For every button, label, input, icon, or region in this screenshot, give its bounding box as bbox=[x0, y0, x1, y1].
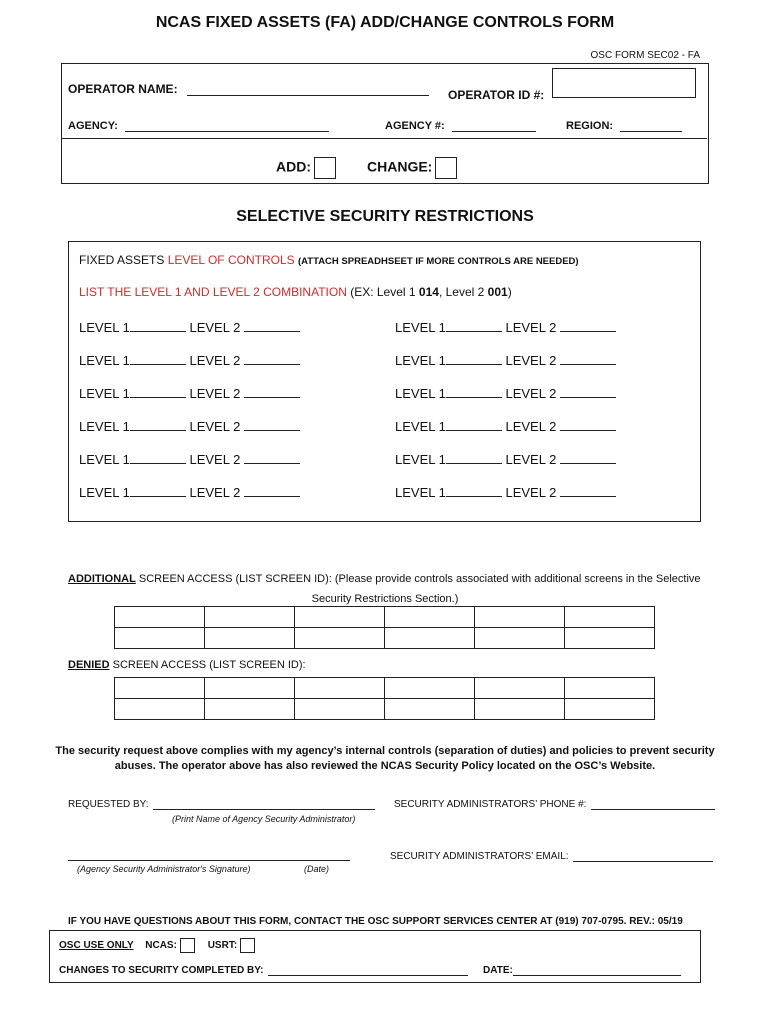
level2-field[interactable] bbox=[244, 451, 300, 464]
phone-label: SECURITY ADMINISTRATORS’ PHONE #: bbox=[394, 799, 587, 810]
level2-label: LEVEL 2 bbox=[189, 386, 241, 401]
level2-label: LEVEL 2 bbox=[189, 419, 241, 434]
requested-by-row bbox=[68, 799, 375, 810]
level-combination-entry bbox=[395, 352, 616, 368]
example-prefix: (EX: Level 1 bbox=[346, 285, 419, 299]
screen-id-cell[interactable] bbox=[115, 678, 205, 699]
date-caption: (Date) bbox=[304, 864, 330, 874]
level2-field[interactable] bbox=[244, 418, 300, 431]
change-checkbox[interactable] bbox=[435, 157, 457, 179]
signature-caption: (Agency Security Administrator's Signature) bbox=[77, 864, 251, 874]
level2-field[interactable] bbox=[560, 385, 616, 398]
level2-label: LEVEL 2 bbox=[505, 353, 557, 368]
screen-id-cell[interactable] bbox=[475, 678, 565, 699]
screen-id-cell[interactable] bbox=[205, 699, 295, 720]
level1-field[interactable] bbox=[130, 385, 186, 398]
divider bbox=[62, 138, 707, 139]
level2-label: LEVEL 2 bbox=[505, 386, 557, 401]
level2-label: LEVEL 2 bbox=[505, 485, 557, 500]
change-label: CHANGE: bbox=[367, 158, 433, 175]
screen-id-cell[interactable] bbox=[475, 607, 565, 628]
changes-completed-field[interactable] bbox=[268, 965, 468, 976]
osc-use-row bbox=[59, 938, 255, 953]
additional-access-line1 bbox=[68, 573, 701, 585]
level-combination-entry bbox=[395, 385, 616, 401]
level-combination-entry bbox=[79, 319, 300, 335]
table-row bbox=[115, 628, 655, 649]
screen-id-cell[interactable] bbox=[205, 628, 295, 649]
level1-field[interactable] bbox=[130, 484, 186, 497]
agency-row bbox=[68, 119, 329, 132]
additional-label-rest: SCREEN ACCESS (LIST SCREEN ID): (Please provide controls associated with additional screens in the Selective bbox=[135, 573, 701, 585]
level1-field[interactable] bbox=[446, 352, 502, 365]
osc-use-box bbox=[49, 930, 701, 983]
add-label: ADD: bbox=[276, 158, 311, 175]
level1-field[interactable] bbox=[446, 319, 502, 332]
screen-id-cell[interactable] bbox=[385, 699, 475, 720]
region-field[interactable] bbox=[620, 119, 682, 132]
usrt-checkbox[interactable] bbox=[240, 938, 255, 953]
denied-access-line bbox=[68, 659, 306, 671]
screen-id-cell[interactable] bbox=[115, 699, 205, 720]
example-suffix: ) bbox=[507, 285, 512, 299]
denied-access-table bbox=[114, 677, 655, 720]
example-mid: , Level 2 bbox=[438, 285, 488, 299]
screen-id-cell[interactable] bbox=[295, 607, 385, 628]
denied-label-rest: SCREEN ACCESS (LIST SCREEN ID): bbox=[109, 659, 306, 671]
fa-attach-note: (ATTACH SPREADHSEET IF MORE CONTROLS ARE NEEDED) bbox=[297, 256, 579, 267]
level2-label: LEVEL 2 bbox=[189, 320, 241, 335]
level2-label: LEVEL 2 bbox=[189, 485, 241, 500]
denied-label-strong: DENIED bbox=[68, 659, 110, 671]
fa-level-of-controls: LEVEL OF CONTROLS bbox=[167, 253, 295, 267]
screen-id-cell[interactable] bbox=[565, 628, 655, 649]
operator-id-field[interactable] bbox=[552, 68, 696, 98]
requested-by-label: REQUESTED BY: bbox=[68, 799, 149, 810]
level2-field[interactable] bbox=[560, 484, 616, 497]
email-field[interactable] bbox=[573, 851, 713, 862]
level-combination-entry bbox=[395, 418, 616, 434]
example-level2: 001 bbox=[487, 285, 508, 299]
region-label: REGION: bbox=[566, 120, 614, 132]
date-label: DATE: bbox=[483, 965, 513, 976]
list-instruction-line bbox=[79, 285, 512, 299]
list-instruction: LIST THE LEVEL 1 AND LEVEL 2 COMBINATION bbox=[79, 285, 347, 299]
email-label: SECURITY ADMINISTRATORS’ EMAIL: bbox=[390, 851, 569, 862]
fa-controls-line bbox=[79, 253, 579, 267]
example-level1: 014 bbox=[418, 285, 439, 299]
level2-field[interactable] bbox=[244, 352, 300, 365]
region-row bbox=[566, 119, 682, 132]
operator-name-label: OPERATOR NAME: bbox=[68, 82, 178, 96]
signature-line[interactable] bbox=[68, 860, 350, 861]
print-name-caption: (Print Name of Agency Security Administrator) bbox=[172, 814, 356, 824]
screen-id-cell[interactable] bbox=[295, 699, 385, 720]
operator-name-row bbox=[68, 82, 429, 96]
level-combination-entry bbox=[79, 352, 300, 368]
screen-id-cell[interactable] bbox=[385, 628, 475, 649]
level1-label: LEVEL 1 bbox=[395, 452, 446, 467]
changes-completed-label: CHANGES TO SECURITY COMPLETED BY: bbox=[59, 965, 264, 976]
screen-id-cell[interactable] bbox=[115, 607, 205, 628]
level2-field[interactable] bbox=[244, 385, 300, 398]
agency-label: AGENCY: bbox=[68, 120, 118, 132]
level1-label: LEVEL 1 bbox=[395, 386, 446, 401]
screen-id-cell[interactable] bbox=[565, 699, 655, 720]
level-combination-entry bbox=[395, 484, 616, 500]
level1-label: LEVEL 1 bbox=[79, 320, 130, 335]
ncas-label: NCAS: bbox=[145, 940, 177, 952]
level1-label: LEVEL 1 bbox=[79, 485, 130, 500]
level1-field[interactable] bbox=[446, 484, 502, 497]
level-combination-entry bbox=[79, 451, 300, 467]
screen-id-cell[interactable] bbox=[385, 678, 475, 699]
level1-field[interactable] bbox=[130, 418, 186, 431]
level2-label: LEVEL 2 bbox=[189, 452, 241, 467]
table-row bbox=[115, 607, 655, 628]
screen-id-cell[interactable] bbox=[475, 699, 565, 720]
agency-number-row bbox=[385, 119, 536, 132]
level2-label: LEVEL 2 bbox=[505, 419, 557, 434]
operator-id-label: OPERATOR ID #: bbox=[448, 88, 545, 102]
form-number: OSC FORM SEC02 - FA bbox=[590, 50, 700, 61]
level2-field[interactable] bbox=[560, 352, 616, 365]
agency-number-label: AGENCY #: bbox=[385, 120, 445, 132]
add-checkbox[interactable] bbox=[314, 157, 336, 179]
requested-by-field[interactable] bbox=[153, 799, 375, 810]
changes-completed-row bbox=[59, 965, 681, 976]
screen-id-cell[interactable] bbox=[115, 628, 205, 649]
date-field[interactable] bbox=[513, 965, 681, 976]
screen-id-cell[interactable] bbox=[475, 628, 565, 649]
screen-id-cell[interactable] bbox=[295, 678, 385, 699]
add-row bbox=[276, 157, 336, 179]
change-row bbox=[367, 157, 457, 179]
level2-field[interactable] bbox=[244, 319, 300, 332]
level1-field[interactable] bbox=[446, 385, 502, 398]
level2-field[interactable] bbox=[560, 451, 616, 464]
restrictions-heading: SELECTIVE SECURITY RESTRICTIONS bbox=[236, 208, 534, 225]
level1-label: LEVEL 1 bbox=[79, 419, 130, 434]
level1-field[interactable] bbox=[446, 451, 502, 464]
level1-field[interactable] bbox=[130, 451, 186, 464]
level2-label: LEVEL 2 bbox=[189, 353, 241, 368]
operator-info-box bbox=[61, 63, 709, 184]
level1-field[interactable] bbox=[446, 418, 502, 431]
level2-field[interactable] bbox=[244, 484, 300, 497]
screen-id-cell[interactable] bbox=[295, 628, 385, 649]
email-row bbox=[390, 851, 713, 862]
level-combination-entry bbox=[79, 385, 300, 401]
screen-id-cell[interactable] bbox=[385, 607, 475, 628]
level1-field[interactable] bbox=[130, 352, 186, 365]
operator-name-field[interactable] bbox=[187, 83, 429, 96]
additional-label-strong: ADDITIONAL bbox=[68, 573, 136, 585]
level-combination-entry bbox=[79, 484, 300, 500]
level-combination-entry bbox=[395, 451, 616, 467]
level1-label: LEVEL 1 bbox=[79, 452, 130, 467]
level-combination-entry bbox=[395, 319, 616, 335]
phone-row bbox=[394, 799, 715, 810]
level1-label: LEVEL 1 bbox=[395, 320, 446, 335]
additional-access-table bbox=[114, 606, 655, 649]
usrt-label: USRT: bbox=[207, 940, 238, 952]
agency-field[interactable] bbox=[125, 119, 329, 132]
level-combination-entry bbox=[79, 418, 300, 434]
level1-field[interactable] bbox=[130, 319, 186, 332]
level2-label: LEVEL 2 bbox=[505, 452, 557, 467]
agency-number-field[interactable] bbox=[452, 119, 536, 132]
osc-use-only-label: OSC USE ONLY bbox=[59, 940, 134, 952]
restrictions-box bbox=[68, 241, 701, 522]
level1-label: LEVEL 1 bbox=[395, 485, 446, 500]
phone-field[interactable] bbox=[591, 799, 715, 810]
ncas-checkbox[interactable] bbox=[180, 938, 195, 953]
compliance-statement bbox=[0, 744, 770, 774]
screen-id-cell[interactable] bbox=[205, 607, 295, 628]
questions-note: IF YOU HAVE QUESTIONS ABOUT THIS FORM, CONTACT THE OSC SUPPORT SERVICES CENTER AT (919) 707-0795. REV.: 05/19 bbox=[68, 916, 683, 927]
level2-field[interactable] bbox=[560, 319, 616, 332]
compliance-line1: The security request above complies with my agency’s internal controls (separation of duties) and policies to prevent security bbox=[55, 745, 715, 757]
level1-label: LEVEL 1 bbox=[79, 386, 130, 401]
table-row bbox=[115, 678, 655, 699]
form-title: NCAS FIXED ASSETS (FA) ADD/CHANGE CONTROLS FORM bbox=[155, 14, 615, 31]
additional-access-line2: Security Restrictions Section.) bbox=[311, 593, 459, 605]
level1-label: LEVEL 1 bbox=[395, 353, 446, 368]
level2-field[interactable] bbox=[560, 418, 616, 431]
table-row bbox=[115, 699, 655, 720]
screen-id-cell[interactable] bbox=[565, 678, 655, 699]
level2-label: LEVEL 2 bbox=[505, 320, 557, 335]
level1-label: LEVEL 1 bbox=[395, 419, 446, 434]
fa-prefix: FIXED ASSETS bbox=[79, 253, 168, 267]
compliance-line2: abuses. The operator above has also reviewed the NCAS Security Policy located on the OSC’s Website. bbox=[114, 760, 656, 772]
screen-id-cell[interactable] bbox=[565, 607, 655, 628]
level1-label: LEVEL 1 bbox=[79, 353, 130, 368]
screen-id-cell[interactable] bbox=[205, 678, 295, 699]
